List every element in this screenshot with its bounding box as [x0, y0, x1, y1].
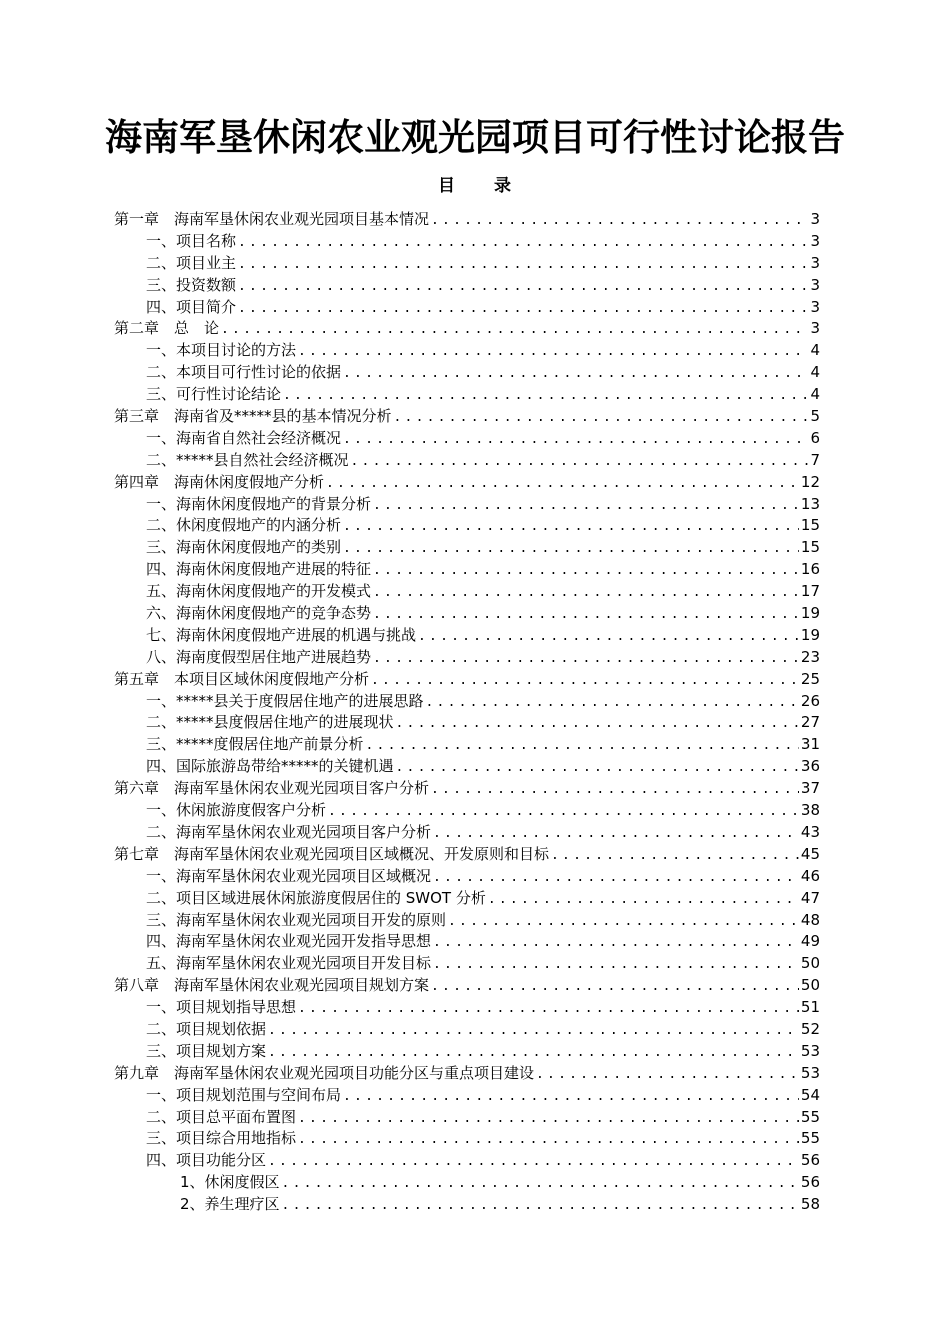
toc-dot-leader: [298, 341, 808, 363]
toc-entry-label: 第八章 海南军垦休闲农业观光园项目规划方案: [114, 976, 430, 995]
toc-page-number: 4: [810, 341, 820, 360]
toc-entry-label: 三、*****度假居住地产前景分析: [146, 735, 364, 754]
toc-page-number: 49: [800, 932, 820, 951]
toc-entry-label: 二、*****县自然社会经济概况: [146, 450, 349, 469]
toc-section-entry[interactable]: [114, 1150, 820, 1172]
toc-chapter-entry[interactable]: [114, 318, 820, 340]
toc-section-entry[interactable]: [114, 559, 820, 581]
toc-section-entry[interactable]: [114, 297, 820, 319]
toc-dot-leader: [396, 757, 799, 779]
toc-section-entry[interactable]: [114, 384, 820, 406]
toc-entry-label: 第三章 海南省及*****县的基本情况分析: [114, 407, 392, 426]
toc-entry-label: 第七章 海南军垦休闲农业观光园项目区域概况、开发原则和目标: [114, 844, 550, 863]
toc-dot-leader: [343, 1086, 799, 1108]
toc-section-entry[interactable]: [114, 275, 820, 297]
toc-page-number: 3: [810, 297, 820, 316]
toc-page-number: 55: [800, 1129, 820, 1148]
toc-dot-leader: [396, 713, 799, 735]
toc-page-number: 3: [810, 253, 820, 272]
toc-dot-leader: [326, 473, 799, 495]
toc-page-number: 3: [810, 210, 820, 228]
toc-page-number: 53: [800, 1041, 820, 1060]
toc-dot-leader: [433, 954, 799, 976]
toc-page-number: 6: [810, 428, 820, 447]
toc-dot-leader: [431, 210, 808, 232]
toc-section-entry[interactable]: [114, 537, 820, 559]
toc-heading-right: 录: [494, 176, 512, 196]
toc-dot-leader: [238, 298, 808, 320]
toc-entry-label: 一、*****县关于度假居住地产的进展思路: [146, 691, 424, 710]
toc-entry-label: 1、休闲度假区: [180, 1173, 280, 1192]
toc-page-number: 12: [800, 472, 820, 491]
toc-page-number: 51: [800, 998, 820, 1017]
toc-entry-label: 四、海南军垦休闲农业观光园开发指导思想: [146, 932, 432, 951]
toc-dot-leader: [373, 495, 799, 517]
toc-dot-leader: [433, 823, 799, 845]
toc-page-number: 19: [800, 625, 820, 644]
toc-entry-label: 二、*****县度假居住地产的进展现状: [146, 713, 394, 732]
toc-entry-label: 三、海南军垦休闲农业观光园项目开发的原则: [146, 910, 447, 929]
toc-subsection-entry[interactable]: [114, 1194, 820, 1216]
toc-section-entry[interactable]: [114, 231, 820, 253]
toc-section-entry[interactable]: [114, 515, 820, 537]
toc-dot-leader: [433, 867, 799, 889]
toc-section-entry[interactable]: [114, 494, 820, 516]
toc-page-number: 19: [800, 604, 820, 623]
toc-section-entry[interactable]: [114, 822, 820, 844]
toc-page-number: 54: [800, 1085, 820, 1104]
toc-entry-label: 二、项目业主: [146, 253, 237, 272]
toc-dot-leader: [298, 1108, 799, 1130]
toc-chapter-entry[interactable]: [114, 975, 820, 997]
toc-entry-label: 二、项目规划依据: [146, 1019, 267, 1038]
toc-dot-leader: [431, 779, 799, 801]
toc-page-number: 7: [810, 450, 820, 469]
toc-entry-label: 三、项目综合用地指标: [146, 1129, 297, 1148]
toc-dot-leader: [238, 276, 808, 298]
toc-page-number: 23: [800, 647, 820, 666]
toc-chapter-entry[interactable]: [114, 844, 820, 866]
toc-page-number: 45: [800, 844, 820, 863]
toc-page-number: 56: [800, 1173, 820, 1192]
toc-section-entry[interactable]: [114, 450, 820, 472]
toc-dot-leader: [328, 801, 799, 823]
toc-section-entry[interactable]: [114, 581, 820, 603]
toc-section-entry[interactable]: [114, 734, 820, 756]
toc-dot-leader: [373, 648, 799, 670]
toc-page-number: 56: [800, 1151, 820, 1170]
toc-entry-label: 一、项目规划指导思想: [146, 998, 297, 1017]
toc-heading-left: 目: [438, 176, 456, 196]
toc-page-number: 26: [800, 691, 820, 710]
toc-page-number: 46: [800, 866, 820, 885]
toc-dot-leader: [238, 254, 808, 276]
toc-section-entry[interactable]: [114, 953, 820, 975]
toc-dot-leader: [488, 889, 799, 911]
toc-dot-leader: [536, 1064, 799, 1086]
toc-entry-label: 第二章 总 论: [114, 319, 220, 338]
toc-page-number: 3: [810, 275, 820, 294]
toc-dot-leader: [282, 1195, 799, 1217]
toc-section-entry[interactable]: [114, 253, 820, 275]
toc-section-entry[interactable]: [114, 756, 820, 778]
toc-section-entry[interactable]: [114, 910, 820, 932]
toc-dot-leader: [343, 429, 808, 451]
toc-dot-leader: [371, 670, 799, 692]
toc-dot-leader: [268, 1020, 799, 1042]
toc-page-number: 52: [800, 1019, 820, 1038]
toc-entry-label: 一、项目名称: [146, 231, 237, 250]
toc-dot-leader: [373, 604, 799, 626]
toc-entry-label: 二、项目总平面布置图: [146, 1107, 297, 1126]
toc-section-entry[interactable]: [114, 691, 820, 713]
toc-dot-leader: [448, 911, 799, 933]
toc-page-number: 15: [800, 538, 820, 557]
toc-chapter-entry[interactable]: [114, 406, 820, 428]
toc-entry-label: 一、本项目讨论的方法: [146, 341, 297, 360]
toc-entry-label: 三、投资数额: [146, 275, 237, 294]
toc-page-number: 37: [800, 779, 820, 798]
toc-entry-label: 一、海南省自然社会经济概况: [146, 428, 342, 447]
toc-page-number: 53: [800, 1063, 820, 1082]
toc-dot-leader: [418, 626, 799, 648]
toc-dot-leader: [394, 407, 809, 429]
toc-page-number: 55: [800, 1107, 820, 1126]
toc-dot-leader: [298, 1129, 799, 1151]
toc-entry-label: 二、休闲度假地产的内涵分析: [146, 516, 342, 535]
toc-section-entry[interactable]: [114, 1019, 820, 1041]
toc-page-number: 58: [800, 1195, 820, 1214]
toc-entry-label: 四、国际旅游岛带给*****的关键机遇: [146, 757, 394, 776]
toc-entry-label: 二、本项目可行性讨论的依据: [146, 363, 342, 382]
toc-entry-label: 七、海南休闲度假地产进展的机遇与挑战: [146, 625, 417, 644]
toc-section-entry[interactable]: [114, 931, 820, 953]
toc-dot-leader: [221, 319, 808, 341]
toc-dot-leader: [551, 845, 799, 867]
toc-page-number: 27: [800, 713, 820, 732]
toc-dot-leader: [343, 363, 808, 385]
toc-dot-leader: [431, 976, 799, 998]
toc-section-entry[interactable]: [114, 362, 820, 384]
toc-page-number: 50: [800, 954, 820, 973]
toc-section-entry[interactable]: [114, 712, 820, 734]
toc-chapter-entry[interactable]: [114, 778, 820, 800]
toc-entry-label: 第六章 海南军垦休闲农业观光园项目客户分析: [114, 779, 430, 798]
toc-chapter-entry[interactable]: [114, 669, 820, 691]
toc-section-entry[interactable]: [114, 625, 820, 647]
toc-section-entry[interactable]: [114, 800, 820, 822]
toc-page-number: 15: [800, 516, 820, 535]
table-of-contents: [114, 209, 820, 1216]
toc-section-entry[interactable]: [114, 428, 820, 450]
toc-section-entry[interactable]: [114, 340, 820, 362]
toc-dot-leader: [366, 735, 799, 757]
toc-dot-leader: [268, 1151, 799, 1173]
toc-dot-leader: [426, 692, 799, 714]
toc-section-entry[interactable]: [114, 997, 820, 1019]
toc-section-entry[interactable]: [114, 866, 820, 888]
toc-entry-label: 三、海南休闲度假地产的类别: [146, 538, 342, 557]
toc-page-number: 31: [800, 735, 820, 754]
toc-entry-label: 五、海南休闲度假地产的开发模式: [146, 582, 372, 601]
toc-chapter-entry[interactable]: [114, 1063, 820, 1085]
toc-dot-leader: [343, 516, 799, 538]
toc-dot-leader: [373, 582, 799, 604]
toc-page-number: 17: [800, 582, 820, 601]
toc-entry-label: 四、项目功能分区: [146, 1151, 267, 1170]
toc-section-entry[interactable]: [114, 1107, 820, 1129]
toc-page-number: 38: [800, 801, 820, 820]
toc-section-entry[interactable]: [114, 647, 820, 669]
toc-entry-label: 三、可行性讨论结论: [146, 385, 282, 404]
toc-section-entry[interactable]: [114, 1041, 820, 1063]
toc-entry-label: 一、海南军垦休闲农业观光园项目区域概况: [146, 866, 432, 885]
document-title: 海南军垦休闲农业观光园项目可行性讨论报告: [105, 116, 845, 159]
toc-entry-label: 二、项目区域进展休闲旅游度假居住的 SWOT 分析: [146, 888, 486, 907]
toc-page-number: 43: [800, 822, 820, 841]
toc-page-number: 5: [810, 407, 820, 426]
toc-entry-label: 一、休闲旅游度假客户分析: [146, 801, 327, 820]
toc-section-entry[interactable]: [114, 603, 820, 625]
toc-entry-label: 一、项目规划范围与空间布局: [146, 1085, 342, 1104]
toc-dot-leader: [343, 538, 799, 560]
toc-entry-label: 2、养生理疗区: [180, 1195, 280, 1214]
toc-page-number: 3: [810, 231, 820, 250]
toc-dot-leader: [238, 232, 808, 254]
toc-entry-label: 一、海南休闲度假地产的背景分析: [146, 494, 372, 513]
toc-entry-label: 四、海南休闲度假地产进展的特征: [146, 560, 372, 579]
toc-dot-leader: [283, 385, 808, 407]
toc-entry-label: 四、项目简介: [146, 297, 237, 316]
toc-chapter-entry[interactable]: [114, 209, 820, 231]
toc-page-number: 36: [800, 757, 820, 776]
toc-dot-leader: [298, 998, 799, 1020]
toc-entry-label: 二、海南军垦休闲农业观光园项目客户分析: [146, 822, 432, 841]
toc-dot-leader: [433, 932, 799, 954]
toc-dot-leader: [351, 451, 809, 473]
toc-chapter-entry[interactable]: [114, 472, 820, 494]
toc-dot-leader: [373, 560, 799, 582]
toc-entry-label: 三、项目规划方案: [146, 1041, 267, 1060]
toc-entry-label: 五、海南军垦休闲农业观光园项目开发目标: [146, 954, 432, 973]
toc-section-entry[interactable]: [114, 888, 820, 910]
toc-page-number: 50: [800, 976, 820, 995]
toc-dot-leader: [268, 1042, 799, 1064]
toc-section-entry[interactable]: [114, 1085, 820, 1107]
toc-page-number: 47: [800, 888, 820, 907]
toc-page-number: 3: [810, 319, 820, 338]
toc-page-number: 13: [800, 494, 820, 513]
toc-heading: [0, 174, 950, 198]
toc-page-number: 48: [800, 910, 820, 929]
toc-entry-label: 八、海南度假型居住地产进展趋势: [146, 647, 372, 666]
toc-entry-label: 第五章 本项目区域休闲度假地产分析: [114, 669, 370, 688]
toc-page-number: 16: [800, 560, 820, 579]
toc-entry-label: 第一章 海南军垦休闲农业观光园项目基本情况: [114, 210, 430, 228]
toc-entry-label: 第九章 海南军垦休闲农业观光园项目功能分区与重点项目建设: [114, 1063, 535, 1082]
toc-entry-label: 六、海南休闲度假地产的竞争态势: [146, 604, 372, 623]
toc-section-entry[interactable]: [114, 1128, 820, 1150]
toc-page-number: 4: [810, 385, 820, 404]
toc-page-number: 25: [800, 669, 820, 688]
toc-page-number: 4: [810, 363, 820, 382]
toc-dot-leader: [282, 1173, 799, 1195]
toc-entry-label: 第四章 海南休闲度假地产分析: [114, 472, 325, 491]
toc-subsection-entry[interactable]: [114, 1172, 820, 1194]
